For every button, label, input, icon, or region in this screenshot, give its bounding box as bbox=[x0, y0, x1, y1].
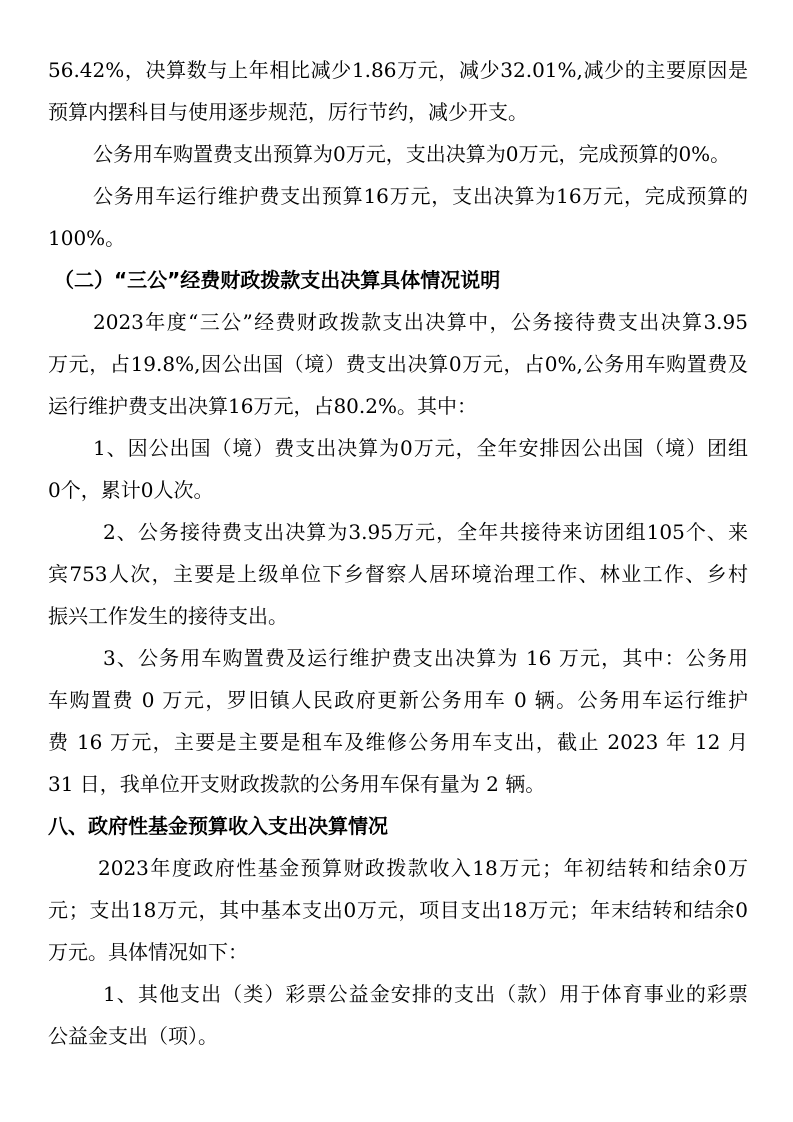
paragraph-line: 2、公务接待费支出决算为3.95万元，全年共接待来访团组105个、来 bbox=[103, 520, 748, 544]
paragraph-line: 元；支出18万元，其中基本支出0万元，项目支出18万元；年末结转和结余0 bbox=[48, 898, 748, 922]
paragraph-line: 万元。具体情况如下： bbox=[48, 940, 248, 964]
paragraph-line: 2023年度“三公”经费财政拨款支出决算中，公务接待费支出决算3.95 bbox=[93, 310, 748, 334]
paragraph-line: 2023年度政府性基金预算财政拨款收入18万元；年初结转和结余0万 bbox=[98, 856, 748, 880]
paragraph-line: 31 日，我单位开支财政拨款的公务用车保有量为 2 辆。 bbox=[48, 772, 546, 796]
paragraph-line: 费 16 万元，主要是主要是租车及维修公务用车支出，截止 2023 年 12 月 bbox=[48, 730, 748, 754]
paragraph-line: 3、公务用车购置费及运行维护费支出决算为 16 万元，其中：公务用 bbox=[103, 646, 748, 670]
paragraph-line: 100%。 bbox=[48, 226, 126, 250]
paragraph-line: 宾753人次，主要是上级单位下乡督察人居环境治理工作、林业工作、乡村 bbox=[48, 562, 748, 586]
section-heading: 八、政府性基金预算收入支出决算情况 bbox=[48, 814, 388, 838]
paragraph-line: 公务用车运行维护费支出预算16万元，支出决算为16万元，完成预算的 bbox=[93, 184, 748, 208]
paragraph-line: 56.42%，决算数与上年相比减少1.86万元，减少32.01%,减少的主要原因是 bbox=[48, 58, 748, 82]
paragraph-line: 公务用车购置费支出预算为0万元，支出决算为0万元，完成预算的0%。 bbox=[93, 142, 731, 166]
paragraph-line: 振兴工作发生的接待支出。 bbox=[48, 604, 288, 628]
paragraph-line: 预算内摆科目与使用逐步规范，厉行节约，减少开支。 bbox=[48, 100, 528, 124]
paragraph-line: 1、因公出国（境）费支出决算为0万元，全年安排因公出国（境）团组 bbox=[93, 436, 748, 460]
paragraph-line: 1、其他支出（类）彩票公益金安排的支出（款）用于体育事业的彩票 bbox=[103, 982, 748, 1006]
paragraph-line: 万元，占19.8%,因公出国（境）费支出决算0万元，占0%,公务用车购置费及 bbox=[48, 352, 748, 376]
paragraph-line: 运行维护费支出决算16万元，占80.2%。其中： bbox=[48, 394, 477, 418]
paragraph-line: 车购置费 0 万元，罗旧镇人民政府更新公务用车 0 辆。公务用车运行维护 bbox=[48, 688, 748, 712]
paragraph-line: 公益金支出（项）。 bbox=[48, 1024, 218, 1048]
section-heading: （二）“三公”经费财政拨款支出决算具体情况说明 bbox=[54, 268, 501, 292]
paragraph-line: 0个，累计0人次。 bbox=[48, 478, 214, 502]
